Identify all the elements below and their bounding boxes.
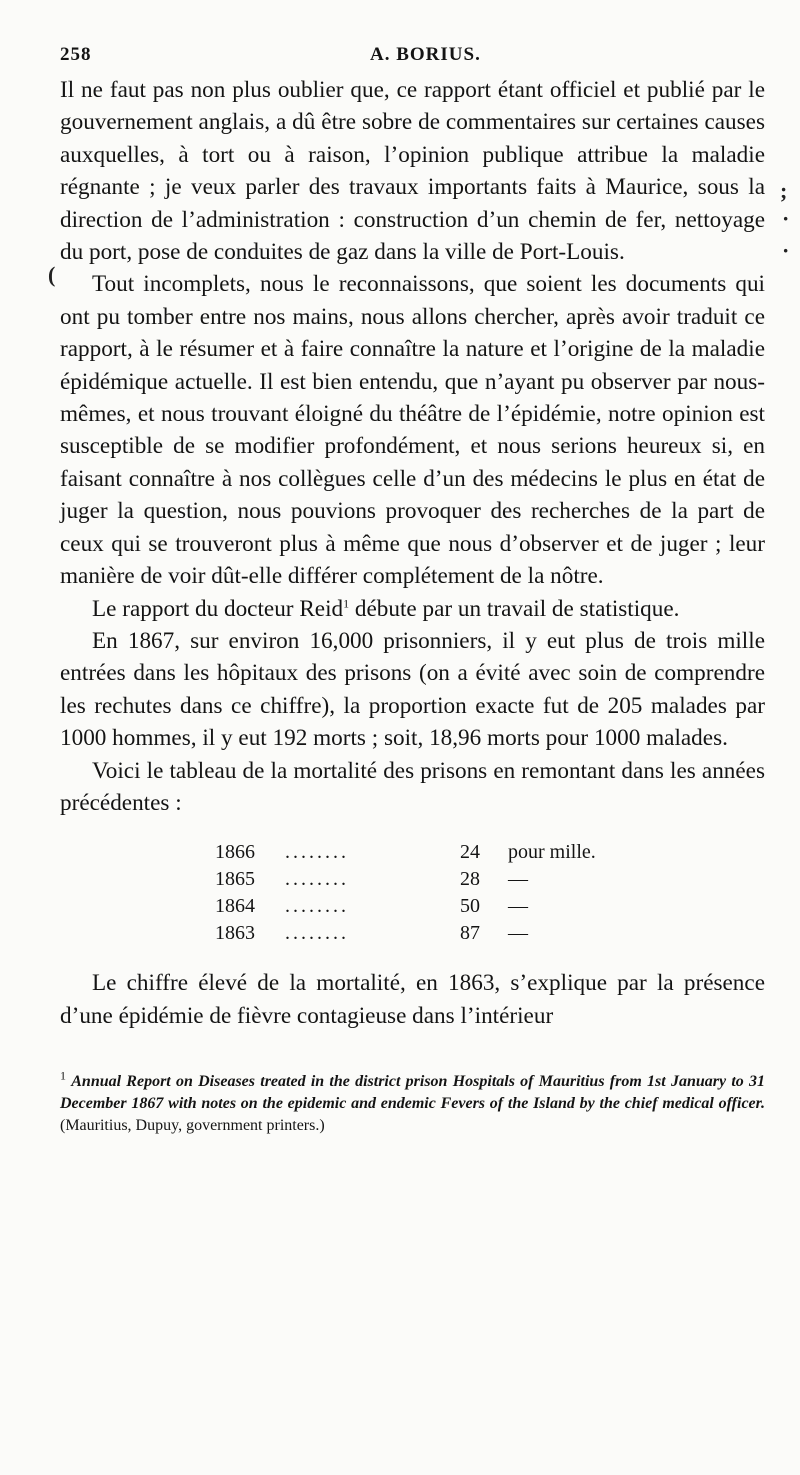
paragraph-1: Il ne faut pas non plus oublier que, ce rapport étant officiel et publié par le gouvernement anglais, a dû être sobre de commentaires sur certaines causes auxquelles, à tort ou à raison, l’opinion publique attribue la maladie régnante ; je veux parler des travaux importants faits à Maurice, sous la direction de l’administration : construction d’un chemin de fer, nettoyage du port, pose de conduites de gaz dans la ville de Port-Louis. [60,77,765,266]
running-header [60,40,765,74]
paragraph-reid [60,593,765,625]
paragraph-2: Tout incomplets, nous le reconnaissons, que soient les documents qui ont pu tomber entre nos mains, nous allons chercher, après avoir traduit ce rapport, à le résumer et à faire connaître la nature et l’origine de la maladie épidémique actuelle. Il est bien entendu, que n’ayant pu observer par nous-mêmes, et nous trouvant éloigné du théâtre de l’épidémie, notre opinion est susceptible de se modifier profondément, et nous serions heureux si, en faisant connaître à nos collègues celle d’un des médecins le plus en état de juger la question, nous pouvions provoquer des recherches de la part de ceux qui se trouveront plus à même que nous d’observer et de juger ; leur manière de voir dût-elle différer complétement de la nôtre. [60,271,765,590]
table-value: 28 [460,868,480,891]
footnote-publisher: (Mauritius, Dupuy, government printers.) [60,1117,325,1135]
paragraph-closing: Le chiffre élevé de la mortalité, en 1863, s’explique par la présence d’une épidémie de fièvre contagieuse dans l’intérieur [60,970,765,1029]
table-unit: pour mille. [508,841,596,864]
table-year: 1863 [215,922,255,945]
margin-pencil-mark: ( [48,262,56,287]
mortality-table [215,839,765,947]
paragraph-statistics: En 1867, sur environ 16,000 prisonniers, il y eut plus de trois mille entrées dans les hôpitaux des prisons (on a évité avec soin de comprendre les rechutes dans ce chiffre), la proportion exacte fut de 205 malades par 1000 hommes, il y eut 192 morts ; soit, 18,96 morts pour 1000 malades. [60,627,765,752]
table-unit: — [508,895,528,918]
running-title: A. BORIUS. [370,44,481,65]
margin-pencil-mark: · [782,238,790,263]
table-row [215,893,765,920]
table-leader-dots: ........ [285,922,349,945]
table-leader-dots: ........ [285,868,349,891]
margin-pencil-mark: ; [780,178,788,203]
table-value: 24 [460,841,480,864]
table-value: 50 [460,895,480,918]
reid-text-after: débute par un travail de statistique. [349,595,680,622]
table-year: 1865 [215,868,255,891]
reid-text-before: Le rapport du docteur Reid [92,595,344,622]
table-unit: — [508,922,528,945]
table-row [215,866,765,893]
table-row [215,920,765,947]
table-row [215,839,765,866]
margin-pencil-mark: · [782,206,790,231]
footnote-title: Annual Report on Diseases treated in the district prison Hospitals of Mauritius from 1st January to 31 December 1867 with notes on the epidemic and endemic Fevers of the Island by the chief medical officer. [60,1073,766,1113]
page-number: 258 [60,44,92,65]
book-page [60,40,765,1137]
table-unit: — [508,868,528,891]
table-leader-dots: ........ [285,895,349,918]
footnote [60,1068,766,1137]
footnote-mark: 1 [60,1068,66,1083]
table-value: 87 [460,922,480,945]
paragraph-table-intro: Voici le tableau de la mortalité des prisons en remontant dans les années précédentes : [60,757,765,816]
body-text [60,74,765,1032]
table-year: 1866 [215,841,255,864]
footnote-ref-mark: 1 [343,595,350,610]
table-leader-dots: ........ [285,841,349,864]
table-year: 1864 [215,895,255,918]
